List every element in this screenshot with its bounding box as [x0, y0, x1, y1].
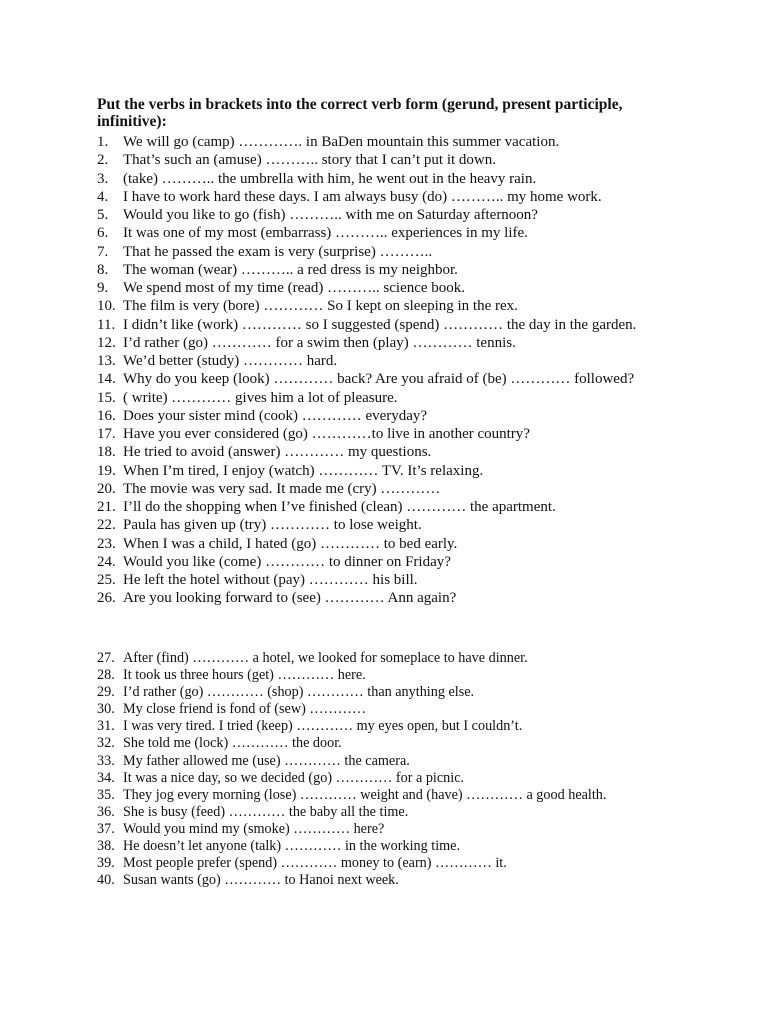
item-number: 2.: [97, 152, 109, 169]
exercise-item: [97, 425, 677, 443]
item-text: Paula has given up (try) ………… to lose weight.: [123, 517, 422, 534]
item-text: I’d rather (go) ………… (shop) ………… than anything else.: [123, 684, 475, 701]
item-number: 1.: [97, 134, 109, 150]
item-text: I’d rather (go) ………… for a swim then (play) ………… tennis.: [123, 334, 516, 351]
item-number: 39.: [97, 855, 115, 872]
exercise-item: [97, 516, 677, 534]
item-text: He tried to avoid (answer) ………… my questions.: [123, 444, 432, 461]
exercise-item: [97, 188, 677, 206]
item-number: 11.: [97, 316, 116, 333]
exercise-item: [97, 151, 677, 169]
item-number: 20.: [97, 480, 116, 497]
exercise-item: [97, 684, 677, 701]
item-number: 4.: [97, 188, 109, 205]
exercise-item: [97, 352, 677, 370]
item-text: We spend most of my time (read) ……….. science book.: [123, 280, 466, 296]
exercise-item: [97, 571, 677, 589]
exercise-item: [97, 462, 677, 480]
item-text: That’s such an (amuse) ……….. story that I can’t put it down.: [123, 152, 496, 169]
exercise-item: [97, 872, 677, 889]
exercise-item: [97, 787, 677, 804]
exercise-instructions: Put the verbs in brackets into the correct verb form (gerund, present participle, infinitive):: [97, 96, 623, 130]
item-text: Most people prefer (spend) ………… money to (earn) ………… it.: [123, 855, 507, 872]
exercise-item: [97, 701, 677, 718]
item-number: 22.: [97, 517, 116, 534]
item-text: My close friend is fond of (sew) …………: [123, 701, 367, 718]
item-number: 7.: [97, 243, 109, 260]
exercise-item: [97, 261, 677, 279]
exercise-item: [97, 297, 677, 315]
exercise-item: [97, 407, 677, 425]
item-text: It was one of my most (embarrass) ……….. experiences in my life.: [123, 225, 528, 242]
item-number: 3.: [97, 170, 109, 187]
item-number: 18.: [97, 444, 116, 461]
item-number: 16.: [97, 407, 116, 424]
item-text: The woman (wear) ……….. a red dress is my neighbor.: [123, 261, 458, 278]
item-text: I’ll do the shopping when I’ve finished (clean) ………… the apartment.: [123, 499, 556, 515]
item-number: 28.: [97, 667, 115, 684]
exercise-list-part-2: [97, 650, 677, 889]
exercise-item: [97, 224, 677, 242]
exercise-item: [97, 498, 677, 516]
exercise-item: [97, 770, 677, 787]
item-text: Are you looking forward to (see) ………… Ann again?: [123, 590, 457, 607]
exercise-item: [97, 334, 677, 352]
item-text: ( write) ………… gives him a lot of pleasure.: [123, 389, 398, 406]
item-number: 13.: [97, 353, 116, 369]
item-text: When I was a child, I hated (go) ………… to bed early.: [123, 535, 458, 552]
item-number: 26.: [97, 590, 116, 607]
item-text: That he passed the exam is very (surprise) ………..: [123, 243, 433, 260]
exercise-item: [97, 735, 677, 752]
item-number: 5.: [97, 207, 109, 223]
exercise-item: [97, 667, 677, 684]
item-text: It took us three hours (get) ………… here.: [123, 667, 366, 684]
item-number: 9.: [97, 280, 109, 296]
item-text: He doesn’t let anyone (talk) ………… in the working time.: [123, 838, 461, 855]
item-number: 37.: [97, 820, 115, 837]
item-text: We’d better (study) ………… hard.: [123, 353, 338, 369]
exercise-item: [97, 855, 677, 872]
item-number: 19.: [97, 462, 116, 479]
item-text: I didn’t like (work) ………… so I suggested (spend) ………… the day in the garden.: [123, 316, 637, 333]
item-text: She is busy (feed) ………… the baby all the time.: [123, 803, 409, 820]
exercise-item: [97, 243, 677, 261]
exercise-item: [97, 170, 677, 188]
item-number: 17.: [97, 426, 116, 442]
item-number: 30.: [97, 701, 115, 718]
item-number: 14.: [97, 371, 116, 388]
item-number: 6.: [97, 225, 109, 242]
item-text: Why do you keep (look) ………… back? Are you afraid of (be) ………… followed?: [123, 371, 635, 388]
item-number: 8.: [97, 261, 109, 278]
item-text: She told me (lock) ………… the door.: [123, 735, 342, 752]
exercise-item: [97, 718, 677, 735]
exercise-item: [97, 535, 677, 553]
item-number: 25.: [97, 572, 116, 588]
exercise-item: [97, 316, 677, 334]
item-number: 29.: [97, 684, 115, 701]
exercise-item: [97, 553, 677, 571]
item-number: 34.: [97, 769, 115, 786]
item-number: 38.: [97, 838, 115, 855]
exercise-item: [97, 279, 677, 297]
item-text: Have you ever considered (go) …………to live in another country?: [123, 426, 530, 442]
exercise-item: [97, 389, 677, 407]
item-number: 40.: [97, 872, 115, 889]
item-number: 15.: [97, 389, 116, 406]
exercise-item: [97, 370, 677, 388]
item-text: We will go (camp) …………. in BaDen mountain this summer vacation.: [123, 134, 560, 150]
item-text: Susan wants (go) ………… to Hanoi next week.: [123, 872, 399, 889]
item-number: 31.: [97, 718, 115, 735]
item-number: 33.: [97, 752, 115, 769]
item-number: 12.: [97, 334, 116, 351]
item-text: The film is very (bore) ………… So I kept on sleeping in the rex.: [123, 298, 518, 315]
exercise-item: [97, 480, 677, 498]
item-text: When I’m tired, I enjoy (watch) ………… TV. It’s relaxing.: [123, 462, 484, 479]
exercise-list-part-1: [97, 133, 677, 608]
item-number: 21.: [97, 499, 116, 515]
item-text: Would you like to go (fish) ……….. with me on Saturday afternoon?: [123, 207, 538, 223]
exercise-item: [97, 206, 677, 224]
item-text: (take) ……….. the umbrella with him, he went out in the heavy rain.: [123, 170, 537, 187]
item-text: Would you like (come) ………… to dinner on Friday?: [123, 553, 451, 570]
item-number: 27.: [97, 650, 115, 666]
exercise-item: [97, 753, 677, 770]
item-text: After (find) ………… a hotel, we looked for someplace to have dinner.: [123, 650, 528, 666]
item-text: Would you mind my (smoke) ………… here?: [123, 820, 385, 837]
item-text: Does your sister mind (cook) ………… everyday?: [123, 407, 428, 424]
item-text: The movie was very sad. It made me (cry) …………: [123, 480, 441, 497]
exercise-item: [97, 589, 677, 607]
item-text: They jog every morning (lose) ………… weight and (have) ………… a good health.: [123, 786, 607, 803]
exercise-item: [97, 821, 677, 838]
item-text: It was a nice day, so we decided (go) ………… for a picnic.: [123, 769, 465, 786]
item-text: He left the hotel without (pay) ………… his bill.: [123, 572, 418, 588]
item-number: 23.: [97, 535, 116, 552]
item-text: I was very tired. I tried (keep) ………… my eyes open, but I couldn’t.: [123, 718, 523, 735]
item-text: I have to work hard these days. I am always busy (do) ……….. my home work.: [123, 188, 602, 205]
item-number: 32.: [97, 735, 115, 752]
exercise-item: [97, 443, 677, 461]
item-text: My father allowed me (use) ………… the camera.: [123, 752, 410, 769]
exercise-item: [97, 650, 677, 667]
exercise-item: [97, 133, 677, 151]
exercise-item: [97, 838, 677, 855]
item-number: 36.: [97, 803, 115, 820]
exercise-item: [97, 804, 677, 821]
item-number: 10.: [97, 298, 116, 315]
item-number: 24.: [97, 553, 116, 570]
item-number: 35.: [97, 786, 115, 803]
